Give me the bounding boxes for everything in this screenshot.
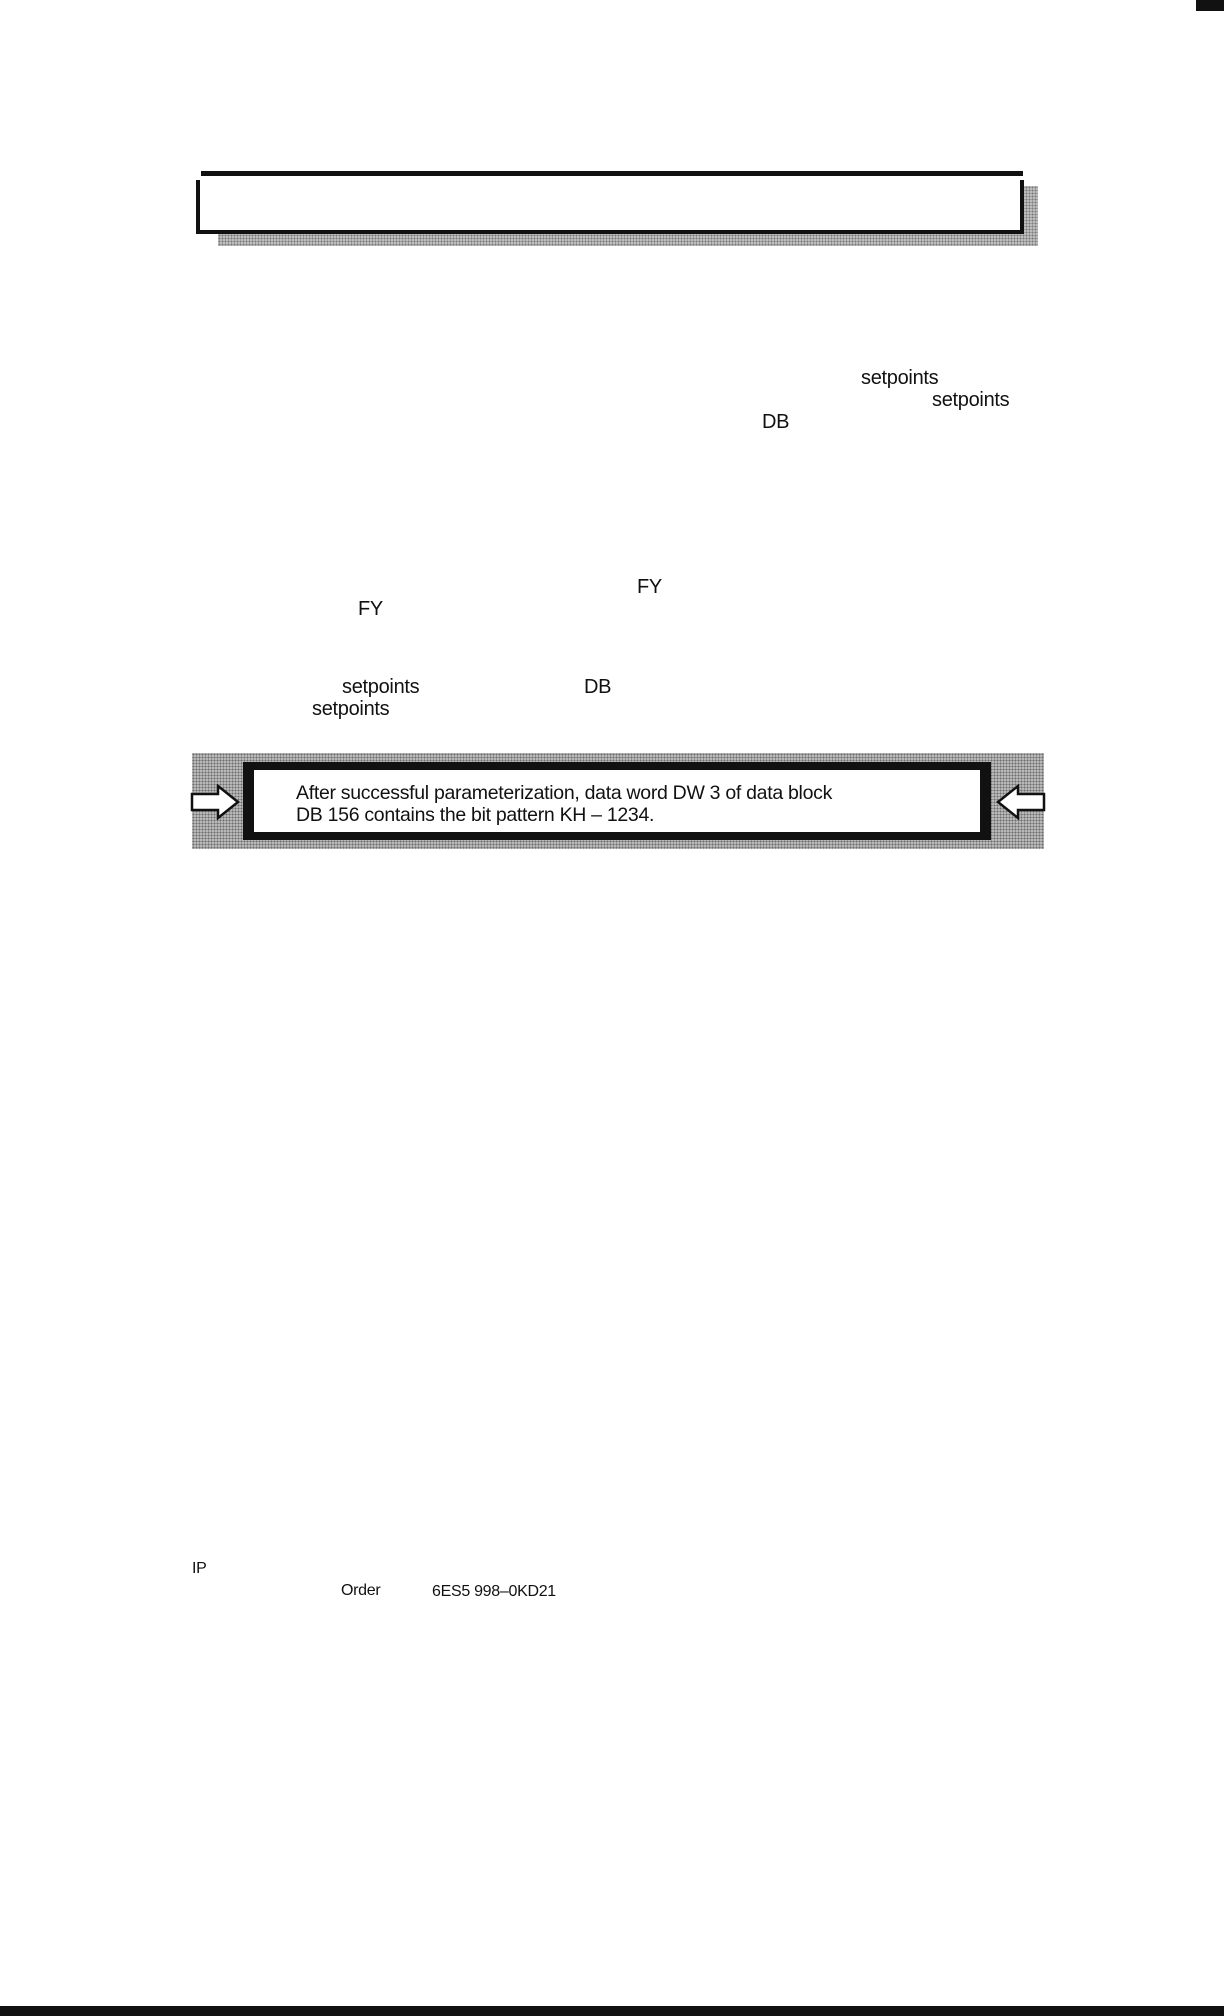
text-fragment-db: DB bbox=[584, 676, 612, 698]
corner-marker bbox=[1196, 0, 1224, 11]
text-fragment-fy: FY bbox=[358, 598, 383, 620]
order-label: Order bbox=[341, 1582, 381, 1599]
text-fragment-setpoints: setpoints bbox=[932, 389, 1010, 411]
title-box bbox=[196, 180, 1024, 234]
text-fragment-fy: FY bbox=[637, 576, 662, 598]
text-fragment-db: DB bbox=[762, 411, 790, 433]
title-top-rule bbox=[201, 171, 1023, 176]
note-line: After successful parameterization, data word DW 3 of data block bbox=[296, 782, 833, 804]
note-text bbox=[296, 782, 832, 826]
manual-label: IP bbox=[192, 1560, 207, 1577]
text-fragment-setpoints: setpoints bbox=[342, 676, 420, 698]
arrow-left-icon bbox=[994, 784, 1046, 820]
text-fragment-setpoints: setpoints bbox=[312, 698, 390, 720]
order-number: 6ES5 998–0KD21 bbox=[432, 1583, 556, 1600]
text-fragment-setpoints: setpoints bbox=[861, 367, 939, 389]
arrow-right-icon bbox=[190, 784, 242, 820]
bottom-rule bbox=[0, 2006, 1224, 2016]
note-line: DB 156 contains the bit pattern KH – 1234. bbox=[296, 804, 655, 826]
